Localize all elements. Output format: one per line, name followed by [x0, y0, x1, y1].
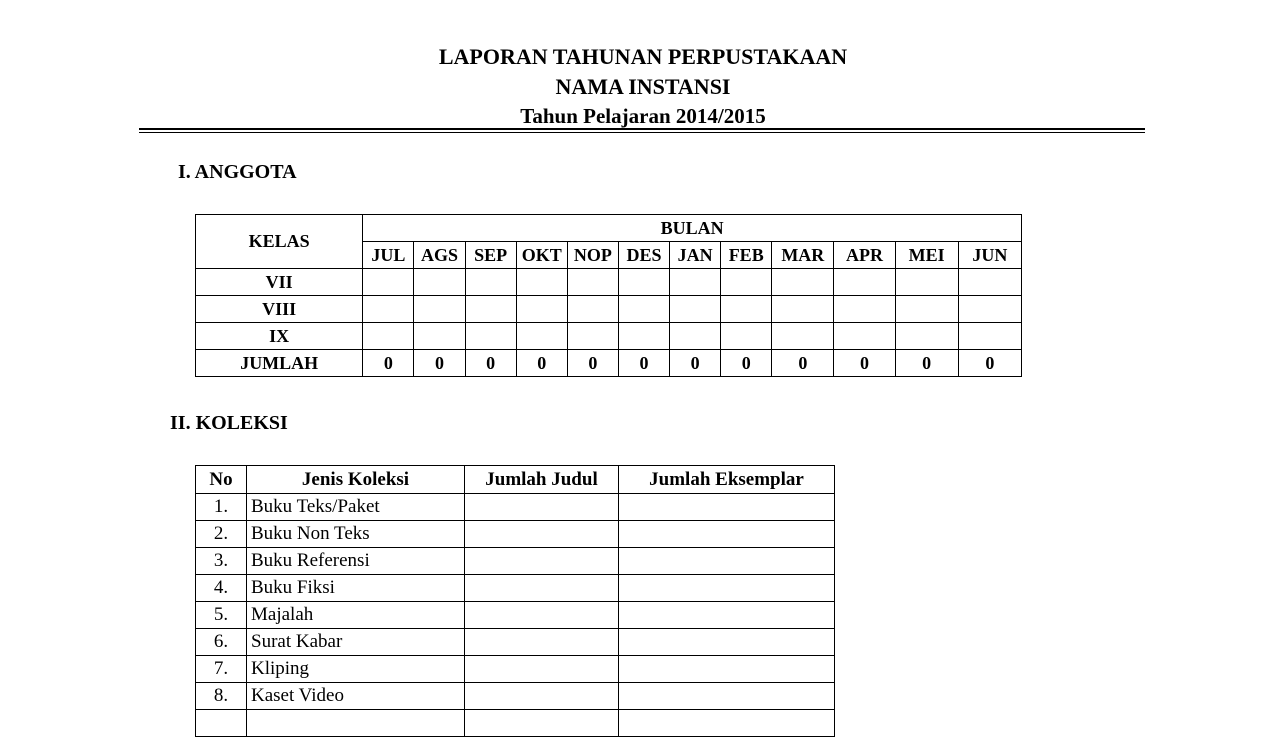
section-anggota-title: I. ANGGOTA [178, 161, 297, 183]
table-cell [567, 296, 618, 323]
month-header-mar: MAR [772, 242, 834, 269]
table-cell [363, 269, 414, 296]
month-header-sep: SEP [465, 242, 516, 269]
month-header-okt: OKT [516, 242, 567, 269]
table-cell [618, 296, 669, 323]
copy-count-cell [619, 521, 835, 548]
table-cell [516, 269, 567, 296]
row-number: 2. [196, 521, 247, 548]
row-label: VIII [196, 296, 363, 323]
table-cell [834, 296, 895, 323]
table-cell [670, 269, 721, 296]
copy-count-cell [619, 629, 835, 656]
collection-type: Kliping [247, 656, 465, 683]
collection-type: Buku Referensi [247, 548, 465, 575]
table-cell: 0 [834, 350, 895, 377]
table-cell [834, 323, 895, 350]
table-cell [567, 323, 618, 350]
table-cell [958, 269, 1021, 296]
table-cell: 0 [567, 350, 618, 377]
month-header-nop: NOP [567, 242, 618, 269]
table-cell [465, 269, 516, 296]
table-cell: 0 [772, 350, 834, 377]
collection-type: Buku Teks/Paket [247, 494, 465, 521]
copy-count-cell [619, 548, 835, 575]
table-cell [958, 296, 1021, 323]
collection-header-row [196, 466, 835, 494]
month-header-feb: FEB [721, 242, 772, 269]
table-cell: 0 [721, 350, 772, 377]
table-cell: 0 [414, 350, 465, 377]
table-cell: 0 [670, 350, 721, 377]
table-cell [721, 296, 772, 323]
table-cell [516, 323, 567, 350]
table-row [196, 323, 1022, 350]
row-label: IX [196, 323, 363, 350]
table-cell [414, 296, 465, 323]
table-cell: 0 [618, 350, 669, 377]
table-row [196, 656, 835, 683]
title-count-cell [465, 710, 619, 737]
title-count-cell [465, 629, 619, 656]
table-row [196, 575, 835, 602]
table-cell [567, 269, 618, 296]
table-row [196, 296, 1022, 323]
row-number: 5. [196, 602, 247, 629]
table-cell [363, 296, 414, 323]
table-cell: 0 [465, 350, 516, 377]
table-row [196, 521, 835, 548]
row-number: 7. [196, 656, 247, 683]
copy-count-cell [619, 575, 835, 602]
title-count-cell [465, 494, 619, 521]
collection-type: Buku Fiksi [247, 575, 465, 602]
row-number: 8. [196, 683, 247, 710]
collection-type: Majalah [247, 602, 465, 629]
table-row [196, 683, 835, 710]
month-header-des: DES [618, 242, 669, 269]
table-row [196, 548, 835, 575]
table-cell [414, 323, 465, 350]
table-row [196, 602, 835, 629]
copy-count-cell [619, 602, 835, 629]
table-cell [772, 269, 834, 296]
table-cell [618, 269, 669, 296]
collection-type: Kaset Video [247, 683, 465, 710]
copy-count-cell [619, 710, 835, 737]
table-cell [834, 269, 895, 296]
table-cell [465, 323, 516, 350]
kelas-header: KELAS [196, 215, 363, 269]
table-cell [414, 269, 465, 296]
section-koleksi-title: II. KOLEKSI [170, 412, 288, 434]
header-divider-thick [139, 128, 1145, 130]
table-cell [895, 296, 958, 323]
table-cell: 0 [958, 350, 1021, 377]
title-count-cell [465, 521, 619, 548]
month-header-jun: JUN [958, 242, 1021, 269]
table-cell [895, 269, 958, 296]
bulan-header: BULAN [363, 215, 1022, 242]
copy-count-cell [619, 494, 835, 521]
row-number: 1. [196, 494, 247, 521]
table-row [196, 269, 1022, 296]
table-cell [465, 296, 516, 323]
title-count-cell [465, 602, 619, 629]
table-cell: 0 [363, 350, 414, 377]
table-cell [670, 323, 721, 350]
title-count-cell [465, 548, 619, 575]
table-cell [618, 323, 669, 350]
header-divider-thin [139, 132, 1145, 133]
collection-type: Buku Non Teks [247, 521, 465, 548]
academic-year: Tahun Pelajaran 2014/2015 [520, 104, 766, 128]
report-title: LAPORAN TAHUNAN PERPUSTAKAAN [438, 44, 848, 69]
month-header-jul: JUL [363, 242, 414, 269]
row-number [196, 710, 247, 737]
table-cell [721, 323, 772, 350]
column-header: No [196, 466, 247, 494]
table-cell: 0 [895, 350, 958, 377]
collection-type [247, 710, 465, 737]
row-label: JUMLAH [196, 350, 363, 377]
table-cell [721, 269, 772, 296]
title-count-cell [465, 575, 619, 602]
table-row [196, 710, 835, 737]
table-cell: 0 [516, 350, 567, 377]
table-row [196, 494, 835, 521]
table-cell [958, 323, 1021, 350]
row-number: 3. [196, 548, 247, 575]
institution-name: NAMA INSTANSI [555, 74, 731, 99]
table-cell [363, 323, 414, 350]
column-header: Jumlah Judul [465, 466, 619, 494]
table-row [196, 629, 835, 656]
table-cell [670, 296, 721, 323]
title-count-cell [465, 683, 619, 710]
column-header: Jumlah Eksemplar [619, 466, 835, 494]
month-header-apr: APR [834, 242, 895, 269]
row-number: 6. [196, 629, 247, 656]
title-count-cell [465, 656, 619, 683]
copy-count-cell [619, 656, 835, 683]
row-label: VII [196, 269, 363, 296]
copy-count-cell [619, 683, 835, 710]
column-header: Jenis Koleksi [247, 466, 465, 494]
members-table [195, 214, 1022, 377]
collection-table [195, 465, 835, 737]
month-header-ags: AGS [414, 242, 465, 269]
collection-type: Surat Kabar [247, 629, 465, 656]
table-cell [516, 296, 567, 323]
month-header-jan: JAN [670, 242, 721, 269]
month-header-mei: MEI [895, 242, 958, 269]
table-cell [895, 323, 958, 350]
table-row [196, 350, 1022, 377]
table-cell [772, 323, 834, 350]
table-cell [772, 296, 834, 323]
row-number: 4. [196, 575, 247, 602]
